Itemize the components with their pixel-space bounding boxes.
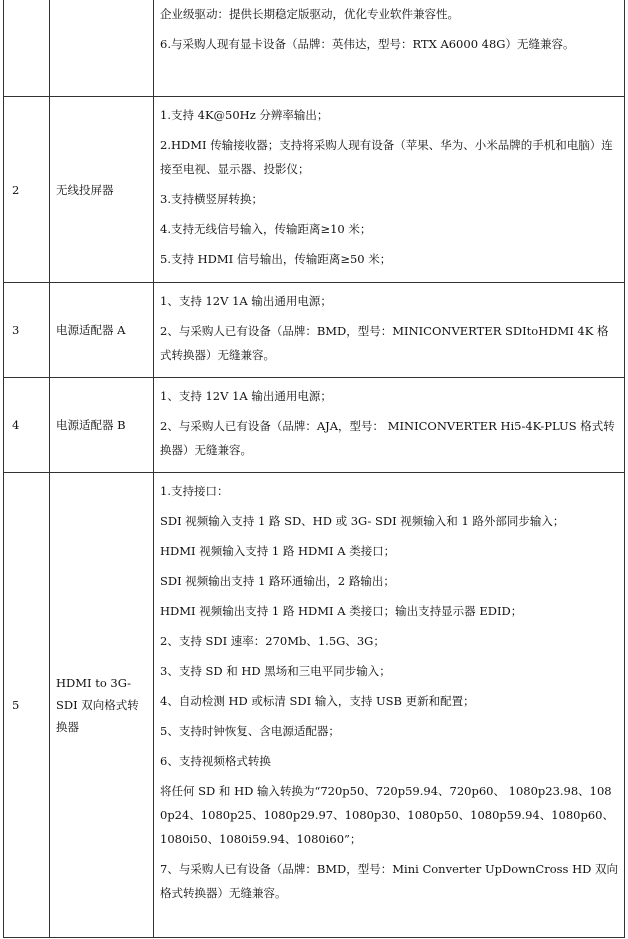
spec-line: 2.HDMI 传输接收器；支持将采购人现有设备（苹果、华为、小米品牌的手机和电脑）连接至电视、显示器、投影仪； [160, 138, 613, 176]
item-spec-cell [154, 378, 625, 473]
row-number-cell: 5 [4, 473, 50, 938]
row-number-cell: 2 [4, 97, 50, 283]
spec-line: HDMI 视频输入支持 1 路 HDMI A 类接口； [160, 544, 396, 558]
spec-line: 2、与采购人已有设备（品牌：AJA，型号： MINICONVERTER Hi5-4K-PLUS 格式转换器）无缝兼容。 [160, 419, 615, 457]
spec-line: HDMI 视频输出支持 1 路 HDMI A 类接口；输出支持显示器 EDID； [160, 604, 523, 618]
table-row [4, 283, 625, 378]
item-name-cell [50, 0, 154, 97]
spec-line: 3、支持 SD 和 HD 黑场和三电平同步输入； [160, 664, 391, 678]
spec-line: 5、支持时钟恢复、含电源适配器； [160, 724, 340, 738]
spec-line: 6、支持视频格式转换 [160, 754, 271, 768]
item-spec-cell [154, 0, 625, 97]
spec-line: 6.与采购人现有显卡设备（品牌：英伟达，型号：RTX A6000 48G）无缝兼容。 [160, 37, 575, 51]
item-name-cell: HDMI to 3G-SDI 双向格式转换器 [50, 473, 154, 938]
spec-line: 1、支持 12V 1A 输出通用电源； [160, 389, 332, 403]
spec-line: 2、支持 SDI 速率：270Mb、1.5G、3G； [160, 634, 385, 648]
table-row [4, 378, 625, 473]
spec-line: 1、支持 12V 1A 输出通用电源； [160, 294, 332, 308]
spec-line: 4、自动检测 HD 或标清 SDI 输入，支持 USB 更新和配置； [160, 694, 475, 708]
spec-line: 企业级驱动：提供长期稳定版驱动，优化专业软件兼容性。 [160, 7, 459, 21]
item-name-cell: 电源适配器 B [50, 378, 154, 473]
row-number-cell: 4 [4, 378, 50, 473]
spec-line: SDI 视频输入支持 1 路 SD、HD 或 3G- SDI 视频输入和 1 路外部同步输入； [160, 514, 565, 528]
table-row [4, 473, 625, 938]
spec-line: 1.支持接口： [160, 484, 229, 498]
table-row [4, 0, 625, 97]
item-spec-cell [154, 473, 625, 938]
spec-table [3, 0, 625, 938]
item-name-cell: 无线投屏器 [50, 97, 154, 283]
spec-line: 5.支持 HDMI 信号输出，传输距离≥50 米； [160, 252, 392, 266]
spec-line: SDI 视频输出支持 1 路环通输出，2 路输出； [160, 574, 395, 588]
item-name-cell: 电源适配器 A [50, 283, 154, 378]
row-number-cell [4, 0, 50, 97]
spec-line: 1.支持 4K@50Hz 分辨率输出； [160, 108, 329, 122]
row-number-cell: 3 [4, 283, 50, 378]
spec-line: 7、与采购人已有设备（品牌：BMD，型号：Mini Converter UpDownCross HD 双向格式转换器）无缝兼容。 [160, 862, 618, 900]
spec-line: 2、与采购人已有设备（品牌：BMD，型号：MINICONVERTER SDItoHDMI 4K 格式转换器）无缝兼容。 [160, 324, 609, 362]
item-spec-cell [154, 283, 625, 378]
spec-line: 将任何 SD 和 HD 输入转换为“720p50、720p59.94、720p60、 1080p23.98、1080p24、1080p25、1080p29.97、1080p30、1080p50、1080p59.94、1080p60、1080i50、1080i59.94、1080i60”； [160, 784, 614, 846]
table-row [4, 97, 625, 283]
item-spec-cell [154, 97, 625, 283]
spec-line: 3.支持横竖屏转换； [160, 192, 263, 206]
spec-line: 4.支持无线信号输入，传输距离≥10 米； [160, 222, 372, 236]
